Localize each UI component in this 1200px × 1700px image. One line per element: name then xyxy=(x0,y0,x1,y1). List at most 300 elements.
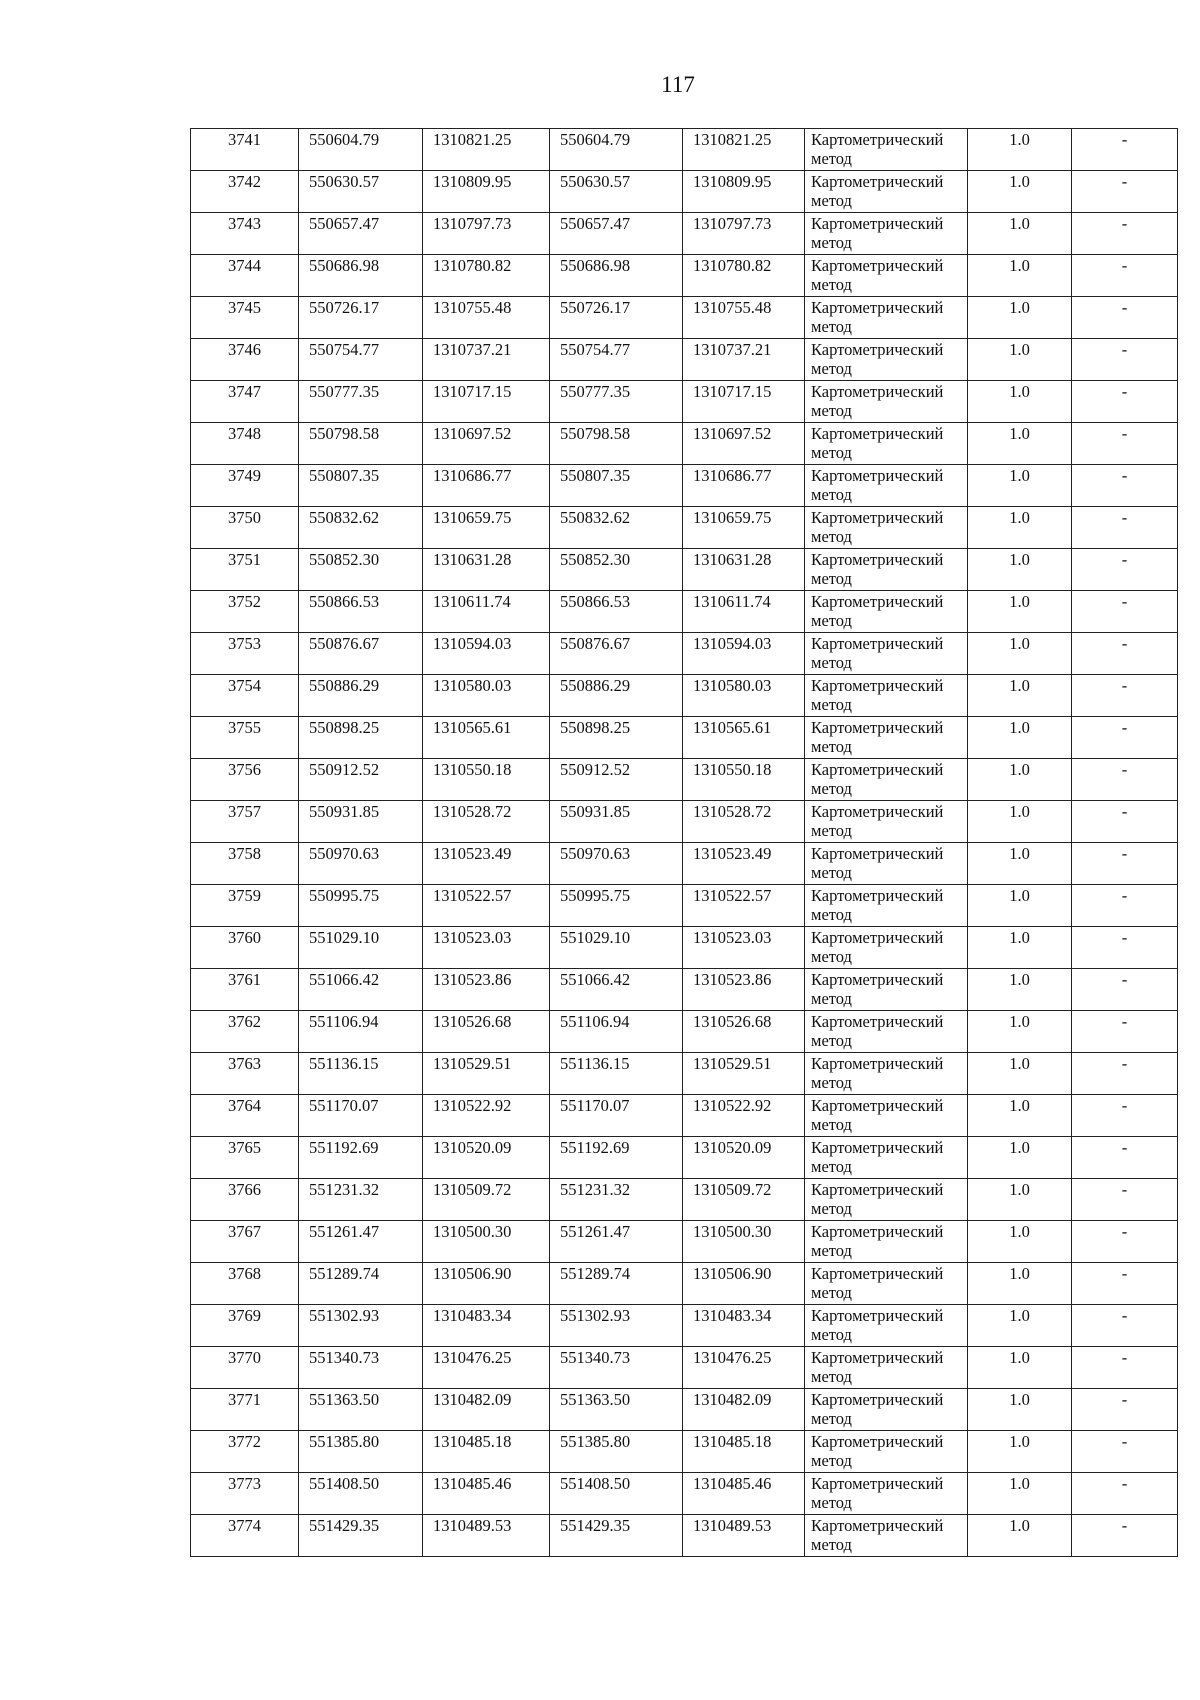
y-coordinate-2: 1310476.25 xyxy=(683,1347,805,1389)
method-name: Картометрический xyxy=(811,760,944,779)
x-coordinate-2: 551408.50 xyxy=(550,1473,683,1515)
y-coordinate-2: 1310755.48 xyxy=(683,297,805,339)
table-row xyxy=(191,1389,1178,1431)
method-name: Картометрический xyxy=(811,1138,944,1157)
accuracy-value: 1.0 xyxy=(968,423,1072,465)
accuracy-value: 1.0 xyxy=(968,591,1072,633)
y-coordinate-2: 1310594.03 xyxy=(683,633,805,675)
point-number: 3757 xyxy=(191,801,299,843)
point-number: 3760 xyxy=(191,927,299,969)
method-cell xyxy=(805,969,968,1011)
accuracy-value: 1.0 xyxy=(968,927,1072,969)
note-value: - xyxy=(1072,423,1178,465)
point-number: 3752 xyxy=(191,591,299,633)
table-row xyxy=(191,927,1178,969)
x-coordinate-2: 550754.77 xyxy=(550,339,683,381)
method-cell xyxy=(805,759,968,801)
point-number: 3768 xyxy=(191,1263,299,1305)
method-word: метод xyxy=(811,1199,852,1218)
y-coordinate-2: 1310528.72 xyxy=(683,801,805,843)
method-word: метод xyxy=(811,1241,852,1260)
y-coordinate-2: 1310737.21 xyxy=(683,339,805,381)
y-coordinate-1: 1310523.03 xyxy=(423,927,550,969)
method-word: метод xyxy=(811,527,852,546)
accuracy-value: 1.0 xyxy=(968,255,1072,297)
point-number: 3773 xyxy=(191,1473,299,1515)
method-cell xyxy=(805,549,968,591)
method-word: метод xyxy=(811,359,852,378)
method-name: Картометрический xyxy=(811,1054,944,1073)
x-coordinate-2: 551066.42 xyxy=(550,969,683,1011)
method-word: метод xyxy=(811,401,852,420)
method-word: метод xyxy=(811,1325,852,1344)
y-coordinate-2: 1310697.52 xyxy=(683,423,805,465)
accuracy-value: 1.0 xyxy=(968,675,1072,717)
table-row xyxy=(191,633,1178,675)
x-coordinate-1: 550931.85 xyxy=(299,801,423,843)
point-number: 3744 xyxy=(191,255,299,297)
y-coordinate-2: 1310509.72 xyxy=(683,1179,805,1221)
table-row xyxy=(191,1221,1178,1263)
note-value: - xyxy=(1072,591,1178,633)
y-coordinate-1: 1310509.72 xyxy=(423,1179,550,1221)
accuracy-value: 1.0 xyxy=(968,1011,1072,1053)
method-name: Картометрический xyxy=(811,718,944,737)
table-row xyxy=(191,255,1178,297)
x-coordinate-2: 550852.30 xyxy=(550,549,683,591)
method-name: Картометрический xyxy=(811,256,944,275)
method-name: Картометрический xyxy=(811,1096,944,1115)
note-value: - xyxy=(1072,1305,1178,1347)
x-coordinate-1: 551429.35 xyxy=(299,1515,423,1557)
x-coordinate-2: 550777.35 xyxy=(550,381,683,423)
x-coordinate-1: 551302.93 xyxy=(299,1305,423,1347)
method-cell xyxy=(805,255,968,297)
x-coordinate-2: 551385.80 xyxy=(550,1431,683,1473)
y-coordinate-1: 1310659.75 xyxy=(423,507,550,549)
note-value: - xyxy=(1072,843,1178,885)
y-coordinate-2: 1310809.95 xyxy=(683,171,805,213)
table-row xyxy=(191,297,1178,339)
x-coordinate-2: 550726.17 xyxy=(550,297,683,339)
accuracy-value: 1.0 xyxy=(968,759,1072,801)
point-number: 3758 xyxy=(191,843,299,885)
x-coordinate-1: 550912.52 xyxy=(299,759,423,801)
table-row xyxy=(191,1263,1178,1305)
method-name: Картометрический xyxy=(811,1264,944,1283)
x-coordinate-2: 550807.35 xyxy=(550,465,683,507)
method-word: метод xyxy=(811,821,852,840)
note-value: - xyxy=(1072,297,1178,339)
method-name: Картометрический xyxy=(811,1516,944,1535)
x-coordinate-1: 551170.07 xyxy=(299,1095,423,1137)
y-coordinate-2: 1310522.92 xyxy=(683,1095,805,1137)
x-coordinate-2: 550912.52 xyxy=(550,759,683,801)
method-name: Картометрический xyxy=(811,1474,944,1493)
note-value: - xyxy=(1072,801,1178,843)
point-number: 3745 xyxy=(191,297,299,339)
table-row xyxy=(191,675,1178,717)
accuracy-value: 1.0 xyxy=(968,507,1072,549)
x-coordinate-2: 551429.35 xyxy=(550,1515,683,1557)
point-number: 3742 xyxy=(191,171,299,213)
point-number: 3770 xyxy=(191,1347,299,1389)
method-name: Картометрический xyxy=(811,1180,944,1199)
note-value: - xyxy=(1072,1137,1178,1179)
method-word: метод xyxy=(811,485,852,504)
x-coordinate-2: 550886.29 xyxy=(550,675,683,717)
y-coordinate-1: 1310737.21 xyxy=(423,339,550,381)
y-coordinate-1: 1310611.74 xyxy=(423,591,550,633)
table-row xyxy=(191,1473,1178,1515)
y-coordinate-2: 1310611.74 xyxy=(683,591,805,633)
y-coordinate-2: 1310523.86 xyxy=(683,969,805,1011)
accuracy-value: 1.0 xyxy=(968,339,1072,381)
y-coordinate-1: 1310780.82 xyxy=(423,255,550,297)
method-word: метод xyxy=(811,737,852,756)
y-coordinate-1: 1310755.48 xyxy=(423,297,550,339)
method-word: метод xyxy=(811,443,852,462)
y-coordinate-1: 1310476.25 xyxy=(423,1347,550,1389)
x-coordinate-2: 550832.62 xyxy=(550,507,683,549)
table-row xyxy=(191,339,1178,381)
method-name: Картометрический xyxy=(811,424,944,443)
table-row xyxy=(191,843,1178,885)
method-word: метод xyxy=(811,569,852,588)
x-coordinate-1: 551340.73 xyxy=(299,1347,423,1389)
method-word: метод xyxy=(811,149,852,168)
x-coordinate-2: 551340.73 xyxy=(550,1347,683,1389)
note-value: - xyxy=(1072,465,1178,507)
method-cell xyxy=(805,339,968,381)
x-coordinate-2: 551136.15 xyxy=(550,1053,683,1095)
x-coordinate-1: 551029.10 xyxy=(299,927,423,969)
accuracy-value: 1.0 xyxy=(968,717,1072,759)
method-word: метод xyxy=(811,1535,852,1554)
note-value: - xyxy=(1072,1263,1178,1305)
table-row xyxy=(191,801,1178,843)
y-coordinate-1: 1310565.61 xyxy=(423,717,550,759)
accuracy-value: 1.0 xyxy=(968,129,1072,171)
note-value: - xyxy=(1072,213,1178,255)
accuracy-value: 1.0 xyxy=(968,633,1072,675)
accuracy-value: 1.0 xyxy=(968,843,1072,885)
point-number: 3750 xyxy=(191,507,299,549)
x-coordinate-1: 550886.29 xyxy=(299,675,423,717)
x-coordinate-1: 550807.35 xyxy=(299,465,423,507)
point-number: 3764 xyxy=(191,1095,299,1137)
x-coordinate-1: 551261.47 xyxy=(299,1221,423,1263)
table-row xyxy=(191,1137,1178,1179)
point-number: 3751 xyxy=(191,549,299,591)
y-coordinate-2: 1310821.25 xyxy=(683,129,805,171)
note-value: - xyxy=(1072,1473,1178,1515)
method-cell xyxy=(805,591,968,633)
x-coordinate-2: 550686.98 xyxy=(550,255,683,297)
point-number: 3756 xyxy=(191,759,299,801)
y-coordinate-1: 1310523.86 xyxy=(423,969,550,1011)
y-coordinate-1: 1310821.25 xyxy=(423,129,550,171)
method-word: метод xyxy=(811,1115,852,1134)
method-name: Картометрический xyxy=(811,1390,944,1409)
accuracy-value: 1.0 xyxy=(968,171,1072,213)
point-number: 3771 xyxy=(191,1389,299,1431)
coordinates-table-body xyxy=(191,129,1178,1557)
method-cell xyxy=(805,1473,968,1515)
accuracy-value: 1.0 xyxy=(968,465,1072,507)
method-word: метод xyxy=(811,653,852,672)
y-coordinate-2: 1310523.03 xyxy=(683,927,805,969)
point-number: 3772 xyxy=(191,1431,299,1473)
y-coordinate-2: 1310717.15 xyxy=(683,381,805,423)
y-coordinate-1: 1310697.52 xyxy=(423,423,550,465)
table-row xyxy=(191,1011,1178,1053)
method-word: метод xyxy=(811,317,852,336)
accuracy-value: 1.0 xyxy=(968,1431,1072,1473)
note-value: - xyxy=(1072,969,1178,1011)
y-coordinate-1: 1310529.51 xyxy=(423,1053,550,1095)
y-coordinate-2: 1310485.18 xyxy=(683,1431,805,1473)
method-cell xyxy=(805,423,968,465)
method-name: Картометрический xyxy=(811,886,944,905)
method-cell xyxy=(805,297,968,339)
x-coordinate-2: 551170.07 xyxy=(550,1095,683,1137)
x-coordinate-2: 551029.10 xyxy=(550,927,683,969)
accuracy-value: 1.0 xyxy=(968,1263,1072,1305)
y-coordinate-1: 1310506.90 xyxy=(423,1263,550,1305)
method-cell xyxy=(805,1263,968,1305)
method-word: метод xyxy=(811,611,852,630)
y-coordinate-2: 1310520.09 xyxy=(683,1137,805,1179)
accuracy-value: 1.0 xyxy=(968,549,1072,591)
point-number: 3754 xyxy=(191,675,299,717)
method-cell xyxy=(805,213,968,255)
y-coordinate-1: 1310550.18 xyxy=(423,759,550,801)
table-row xyxy=(191,1305,1178,1347)
x-coordinate-1: 551363.50 xyxy=(299,1389,423,1431)
method-cell xyxy=(805,1389,968,1431)
method-name: Картометрический xyxy=(811,466,944,485)
x-coordinate-1: 551385.80 xyxy=(299,1431,423,1473)
method-name: Картометрический xyxy=(811,1348,944,1367)
method-name: Картометрический xyxy=(811,1306,944,1325)
method-name: Картометрический xyxy=(811,214,944,233)
x-coordinate-2: 551363.50 xyxy=(550,1389,683,1431)
accuracy-value: 1.0 xyxy=(968,801,1072,843)
y-coordinate-1: 1310717.15 xyxy=(423,381,550,423)
y-coordinate-2: 1310522.57 xyxy=(683,885,805,927)
note-value: - xyxy=(1072,1347,1178,1389)
method-cell xyxy=(805,129,968,171)
table-row xyxy=(191,549,1178,591)
x-coordinate-2: 550876.67 xyxy=(550,633,683,675)
point-number: 3749 xyxy=(191,465,299,507)
point-number: 3748 xyxy=(191,423,299,465)
method-word: метод xyxy=(811,1283,852,1302)
note-value: - xyxy=(1072,129,1178,171)
x-coordinate-2: 550931.85 xyxy=(550,801,683,843)
table-row xyxy=(191,717,1178,759)
method-cell xyxy=(805,1431,968,1473)
x-coordinate-2: 550657.47 xyxy=(550,213,683,255)
table-row xyxy=(191,759,1178,801)
y-coordinate-1: 1310522.57 xyxy=(423,885,550,927)
x-coordinate-1: 550604.79 xyxy=(299,129,423,171)
method-cell xyxy=(805,885,968,927)
note-value: - xyxy=(1072,507,1178,549)
y-coordinate-2: 1310631.28 xyxy=(683,549,805,591)
method-cell xyxy=(805,801,968,843)
accuracy-value: 1.0 xyxy=(968,969,1072,1011)
method-word: метод xyxy=(811,275,852,294)
x-coordinate-1: 551192.69 xyxy=(299,1137,423,1179)
table-row xyxy=(191,1515,1178,1557)
point-number: 3743 xyxy=(191,213,299,255)
point-number: 3762 xyxy=(191,1011,299,1053)
y-coordinate-2: 1310526.68 xyxy=(683,1011,805,1053)
y-coordinate-1: 1310500.30 xyxy=(423,1221,550,1263)
x-coordinate-1: 550832.62 xyxy=(299,507,423,549)
table-row xyxy=(191,885,1178,927)
note-value: - xyxy=(1072,1389,1178,1431)
note-value: - xyxy=(1072,759,1178,801)
point-number: 3765 xyxy=(191,1137,299,1179)
y-coordinate-1: 1310523.49 xyxy=(423,843,550,885)
accuracy-value: 1.0 xyxy=(968,1137,1072,1179)
method-cell xyxy=(805,717,968,759)
method-word: метод xyxy=(811,905,852,924)
note-value: - xyxy=(1072,549,1178,591)
method-word: метод xyxy=(811,863,852,882)
accuracy-value: 1.0 xyxy=(968,381,1072,423)
table-row xyxy=(191,423,1178,465)
table-row xyxy=(191,1347,1178,1389)
x-coordinate-1: 551136.15 xyxy=(299,1053,423,1095)
y-coordinate-2: 1310506.90 xyxy=(683,1263,805,1305)
note-value: - xyxy=(1072,675,1178,717)
x-coordinate-2: 550604.79 xyxy=(550,129,683,171)
y-coordinate-2: 1310797.73 xyxy=(683,213,805,255)
method-name: Картометрический xyxy=(811,382,944,401)
point-number: 3763 xyxy=(191,1053,299,1095)
note-value: - xyxy=(1072,1095,1178,1137)
note-value: - xyxy=(1072,1053,1178,1095)
method-cell xyxy=(805,465,968,507)
method-cell xyxy=(805,1305,968,1347)
y-coordinate-1: 1310797.73 xyxy=(423,213,550,255)
y-coordinate-2: 1310485.46 xyxy=(683,1473,805,1515)
x-coordinate-2: 551302.93 xyxy=(550,1305,683,1347)
x-coordinate-2: 550630.57 xyxy=(550,171,683,213)
x-coordinate-1: 550970.63 xyxy=(299,843,423,885)
table-row xyxy=(191,1095,1178,1137)
method-name: Картометрический xyxy=(811,676,944,695)
y-coordinate-1: 1310489.53 xyxy=(423,1515,550,1557)
method-cell xyxy=(805,1053,968,1095)
accuracy-value: 1.0 xyxy=(968,297,1072,339)
x-coordinate-1: 551408.50 xyxy=(299,1473,423,1515)
method-name: Картометрический xyxy=(811,844,944,863)
x-coordinate-1: 550726.17 xyxy=(299,297,423,339)
x-coordinate-2: 550995.75 xyxy=(550,885,683,927)
y-coordinate-2: 1310529.51 xyxy=(683,1053,805,1095)
y-coordinate-1: 1310482.09 xyxy=(423,1389,550,1431)
method-cell xyxy=(805,1347,968,1389)
y-coordinate-1: 1310483.34 xyxy=(423,1305,550,1347)
accuracy-value: 1.0 xyxy=(968,1053,1072,1095)
y-coordinate-2: 1310483.34 xyxy=(683,1305,805,1347)
y-coordinate-1: 1310526.68 xyxy=(423,1011,550,1053)
accuracy-value: 1.0 xyxy=(968,1305,1072,1347)
method-cell xyxy=(805,843,968,885)
method-name: Картометрический xyxy=(811,340,944,359)
method-cell xyxy=(805,927,968,969)
method-word: метод xyxy=(811,1031,852,1050)
method-name: Картометрический xyxy=(811,970,944,989)
method-word: метод xyxy=(811,695,852,714)
y-coordinate-1: 1310809.95 xyxy=(423,171,550,213)
note-value: - xyxy=(1072,381,1178,423)
y-coordinate-1: 1310528.72 xyxy=(423,801,550,843)
note-value: - xyxy=(1072,1515,1178,1557)
x-coordinate-1: 550657.47 xyxy=(299,213,423,255)
point-number: 3769 xyxy=(191,1305,299,1347)
x-coordinate-2: 551261.47 xyxy=(550,1221,683,1263)
page-number: 117 xyxy=(661,72,695,97)
point-number: 3767 xyxy=(191,1221,299,1263)
table-row xyxy=(191,591,1178,633)
coordinates-table xyxy=(190,128,1178,1557)
x-coordinate-1: 550866.53 xyxy=(299,591,423,633)
table-row xyxy=(191,1053,1178,1095)
method-word: метод xyxy=(811,1451,852,1470)
x-coordinate-1: 550898.25 xyxy=(299,717,423,759)
y-coordinate-2: 1310580.03 xyxy=(683,675,805,717)
note-value: - xyxy=(1072,339,1178,381)
y-coordinate-2: 1310523.49 xyxy=(683,843,805,885)
method-name: Картометрический xyxy=(811,1432,944,1451)
method-word: метод xyxy=(811,1073,852,1092)
table-row xyxy=(191,213,1178,255)
y-coordinate-2: 1310489.53 xyxy=(683,1515,805,1557)
x-coordinate-2: 551231.32 xyxy=(550,1179,683,1221)
method-name: Картометрический xyxy=(811,130,944,149)
accuracy-value: 1.0 xyxy=(968,1179,1072,1221)
x-coordinate-2: 551106.94 xyxy=(550,1011,683,1053)
note-value: - xyxy=(1072,171,1178,213)
y-coordinate-2: 1310482.09 xyxy=(683,1389,805,1431)
method-cell xyxy=(805,381,968,423)
y-coordinate-2: 1310500.30 xyxy=(683,1221,805,1263)
method-name: Картометрический xyxy=(811,508,944,527)
method-word: метод xyxy=(811,191,852,210)
method-cell xyxy=(805,1011,968,1053)
x-coordinate-2: 551192.69 xyxy=(550,1137,683,1179)
y-coordinate-1: 1310580.03 xyxy=(423,675,550,717)
x-coordinate-1: 550798.58 xyxy=(299,423,423,465)
x-coordinate-2: 551289.74 xyxy=(550,1263,683,1305)
table-row xyxy=(191,969,1178,1011)
method-name: Картометрический xyxy=(811,550,944,569)
y-coordinate-2: 1310780.82 xyxy=(683,255,805,297)
x-coordinate-2: 550970.63 xyxy=(550,843,683,885)
y-coordinate-1: 1310485.18 xyxy=(423,1431,550,1473)
note-value: - xyxy=(1072,1221,1178,1263)
note-value: - xyxy=(1072,885,1178,927)
x-coordinate-1: 551289.74 xyxy=(299,1263,423,1305)
method-name: Картометрический xyxy=(811,1222,944,1241)
point-number: 3766 xyxy=(191,1179,299,1221)
